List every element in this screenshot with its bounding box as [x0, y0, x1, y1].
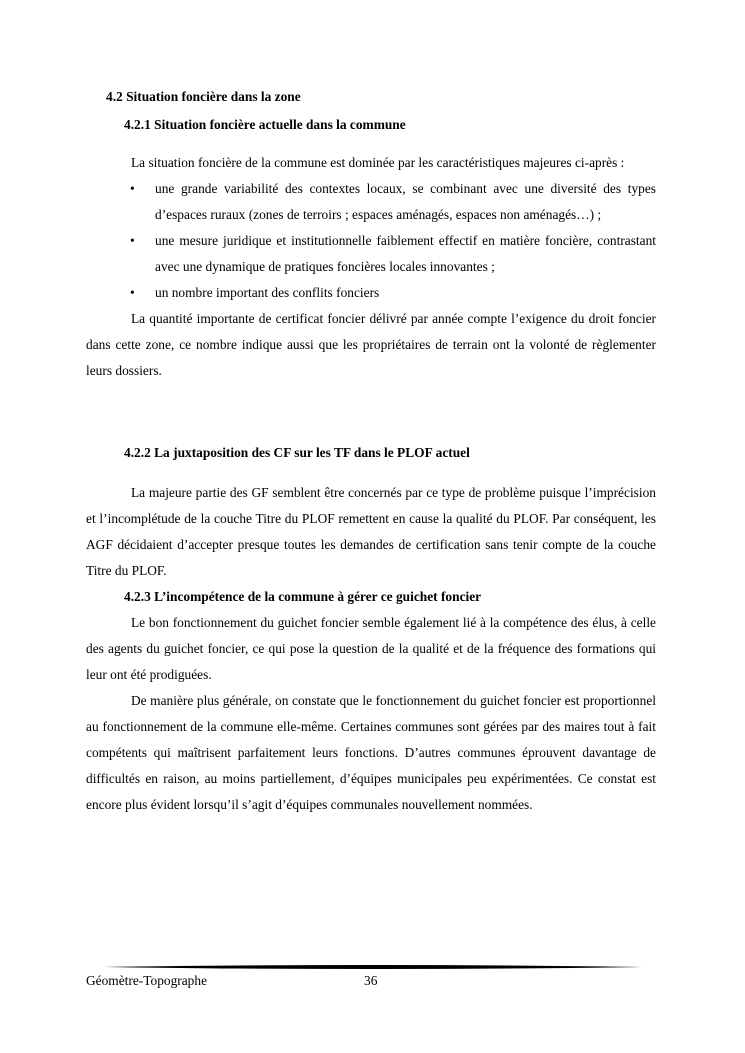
bullet-icon: • — [130, 181, 135, 196]
bullet-list — [86, 176, 656, 306]
body-paragraph: Le bon fonctionnement du guichet foncier semble également lié à la compétence des élus, à celle des agents du guichet foncier, ce qui pose la question de la qualité et de la fréquence des formations qui leur ont été prodiguées. — [86, 615, 656, 682]
footer-divider — [104, 964, 642, 970]
body-paragraph: La majeure partie des GF semblent être concernés par ce type de problème puisque l’imprécision et l’incomplétude de la couche Titre du PLOF remettent en cause la qualité du PLOF. Par conséquent, les AGF décidaient d’accepter presque toutes les demandes de certification sans tenir compte de la couche Titre du PLOF. — [86, 485, 656, 578]
bullet-icon: • — [130, 233, 135, 248]
body-paragraph: De manière plus générale, on constate que le fonctionnement du guichet foncier est proportionnel au fonctionnement de la commune elle-même. Certaines communes sont gérées par des maires tout à fait compétents qui maîtrisent parfaitement leurs fonctions. D’autres communes éprouvent davantage de difficultés en raison, au moins partiellement, d’équipes municipales peu expérimentées. Ce constat est encore plus évident lorsqu’il s’agit d’équipes communales nouvellement nommées. — [86, 693, 656, 812]
subsection-4-2-2-body — [86, 480, 656, 584]
list-item: • une grande variabilité des contextes locaux, se combinant avec une diversité des types d’espaces ruraux (zones de terroirs ; espaces aménagés, espaces non aménagés…) ; — [86, 176, 656, 228]
subsection-heading-4-2-3: 4.2.3 L’incompétence de la commune à gérer ce guichet foncier — [124, 589, 482, 604]
list-item: • un nombre important des conflits fonciers — [86, 280, 656, 306]
list-item: • une mesure juridique et institutionnelle faiblement effectif en matière foncière, contrastant avec une dynamique de pratiques foncières locales innovantes ; — [86, 228, 656, 280]
subsection-heading-4-2-2: 4.2.2 La juxtaposition des CF sur les TF dans le PLOF actuel — [124, 445, 470, 460]
bullet-icon: • — [130, 285, 135, 300]
intro-paragraph: La situation foncière de la commune est dominée par les caractéristiques majeures ci-après : — [131, 155, 625, 170]
subsection-heading-4-2-1: 4.2.1 Situation foncière actuelle dans la commune — [124, 117, 406, 132]
page-number: 36 — [364, 973, 378, 988]
section-heading: 4.2 Situation foncière dans la zone — [106, 89, 301, 104]
body-paragraph: La quantité importante de certificat foncier délivré par année compte l’exigence du droit foncier dans cette zone, ce nombre indique aussi que les propriétaires de terrain ont la volonté de règlementer leurs dossiers. — [86, 311, 656, 378]
footer-author: Géomètre-Topographe — [86, 973, 208, 988]
subsection-4-2-1-body — [86, 150, 656, 384]
subsection-4-2-3-body — [86, 610, 656, 818]
